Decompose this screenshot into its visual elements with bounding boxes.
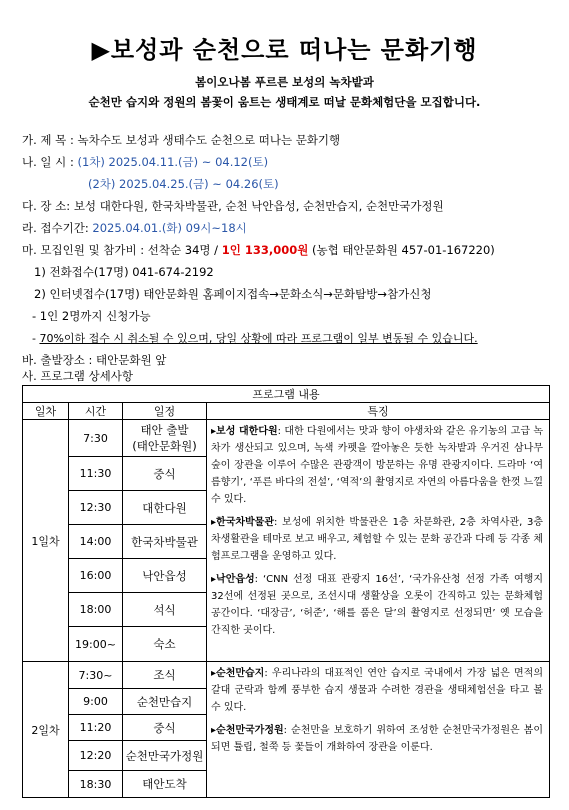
day1-schedule: 한국차박물관	[123, 525, 207, 559]
day1-time: 16:00	[69, 559, 123, 593]
day1-time: 7:30	[69, 420, 123, 457]
info-date-2	[88, 176, 279, 192]
table-caption: 프로그램 내용	[23, 386, 550, 403]
fee-account: (농협 태안문화원 457-01-167220)	[308, 243, 495, 257]
feature-item: ▸순천만국가정원: 순천만을 보호하기 위하여 조성한 순천만국가정원은 봄이 되면 튤립, 철쭉 등 꽃들이 개화하여 장관을 이룬다.	[211, 725, 543, 753]
depart-line-2: (태안문화원)	[132, 439, 197, 453]
day1-schedule: 낙안읍성	[123, 559, 207, 593]
day1-schedule: 중식	[123, 457, 207, 491]
notice-text: 이하 접수 시 취소될 수 있으며, 당일 상황에 따라 프로그램이 일부 변동될 수 있습니다.	[63, 332, 478, 345]
day2-time: 9:00	[69, 689, 123, 715]
info-internet: 2) 인터넷접수(17명) 태안문화원 홈페이지접속→문화소식→문화탐방→참가신청	[34, 287, 432, 301]
day2-schedule: 순천만습지	[123, 689, 207, 715]
notice-percent: 70%	[39, 332, 64, 345]
day1-time: 18:00	[69, 593, 123, 627]
day2-schedule: 조식	[123, 662, 207, 689]
date-first: (1차) 2025.04.11.(금) ~ 04.12(토)	[77, 155, 269, 169]
reg-label: 라. 접수기간:	[22, 221, 93, 235]
feature-item: ▸한국차박물관: 보성에 위치한 박물관은 1층 차문화관, 2층 차역사관, 3층 차생활관을 테마로 보고 배우고, 체험할 수 있는 문화 공간과 다례 등 각종 체험프로그램을 운영하고 있다.	[211, 517, 543, 562]
feature-text: : 순천만을 보호하기 위하여 조성한 순천만국가정원은 봄이 되면 튤립, 철쭉 등 꽃들이 개화하여 장관을 이룬다.	[211, 725, 543, 753]
subtitle-line-2: 순천만 습지와 정원의 봄꽃이 움트는 생태계로 떠날 문화체험단을 모집합니다.	[88, 95, 481, 109]
fee-price: 1인 133,000원	[221, 243, 309, 257]
info-departure: 바. 출발장소 : 태안문화원 앞	[22, 353, 167, 367]
feature-text: : 대한 다원에서는 맛과 향이 야생차와 같은 유기농의 고급 녹차가 생산되고 있으며, 녹색 카펫을 깔아놓은 듯한 녹차밭과 우거진 삼나무 숲이 장관을 이루어 수많은 관광객이 방문하는 유명 관광지이다. 드라마 ‘여름향기’, ‘푸른 바다의 전설’, ‘역적’의 촬영지로 자연의 아름다움을 한껏 느낄 수 있다.	[211, 426, 543, 505]
day1-schedule: 숙소	[123, 627, 207, 662]
day2-schedule: 태안도착	[123, 771, 207, 798]
header-features: 특징	[207, 403, 550, 420]
fee-label: 마. 모집인원 및 참가비 : 선착순 34명 /	[22, 243, 222, 257]
day1-time: 11:30	[69, 457, 123, 491]
header-schedule: 일정	[123, 403, 207, 420]
feature-text: : ‘CNN 선정 대표 관광지 16선’, ‘국가유산청 선정 가족 여행지 32선에 선정된 곳으로, 조선시대 생활상을 오롯이 간직하고 있는 문화체험 공간이다. ‘대장금’, ‘허준’, ‘해를 품은 달’의 촬영지로 선정되면’ 옛 모습을 간직한 곳이다.	[211, 574, 543, 636]
date-label: 나. 일 시 :	[22, 155, 78, 169]
day2-schedule: 순천만국가정원	[123, 741, 207, 771]
feature-name: 순천만국가정원	[216, 725, 284, 736]
feature-item: ▸순천만습지: 우리나라의 대표적인 연안 습지로 국내에서 가장 넓은 면적의 갈대 군락과 함께 풍부한 습지 생물과 수려한 경관을 생태체험선을 타고 볼 수 있다.	[211, 668, 543, 713]
subtitle-line-1: 봄이오나봄 푸르른 보성의 녹차밭과	[195, 75, 374, 89]
info-registration	[22, 220, 247, 236]
date-second: (2차) 2025.04.25.(금) ~ 04.26(토)	[88, 177, 279, 191]
day2-time: 12:20	[69, 741, 123, 771]
info-notice: - 70%이하 접수 시 취소될 수 있으며, 당일 상황에 따라 프로그램이 일부 변동될 수 있습니다.	[32, 332, 478, 345]
day2-schedule: 중식	[123, 715, 207, 741]
reg-period: 2025.04.01.(화) 09시~18시	[92, 221, 247, 235]
page-title: ▶보성과 순천으로 떠나는 문화기행	[91, 36, 478, 64]
feature-item: ▸낙안읍성: ‘CNN 선정 대표 관광지 16선’, ‘국가유산청 선정 가족 여행지 32선에 선정된 곳으로, 조선시대 생활상을 오롯이 간직하고 있는 문화체험 공간이다. ‘대장금’, ‘허준’, ‘해를 품은 달’의 촬영지로 선정되면’ 옛 모습을 간직한 곳이다.	[211, 574, 543, 636]
day1-time: 19:00~	[69, 627, 123, 662]
depart-line-1: 태안 출발	[140, 423, 189, 437]
day1-features	[207, 420, 550, 662]
program-table	[22, 385, 550, 798]
info-limit: - 1인 2명까지 신청가능	[32, 309, 151, 323]
feature-text: : 우리나라의 대표적인 연안 습지로 국내에서 가장 넓은 면적의 갈대 군락과 함께 풍부한 습지 생물과 수려한 경관을 생태체험선을 타고 볼 수 있다.	[211, 668, 543, 713]
day1-schedule: 석식	[123, 593, 207, 627]
header-day: 일차	[23, 403, 69, 420]
feature-name: 보성 대한다원	[216, 426, 278, 437]
day1-schedule	[123, 420, 207, 457]
info-title: 가. 제 목 : 녹차수도 보성과 생태수도 순천으로 떠나는 문화기행	[22, 133, 341, 147]
day1-time: 12:30	[69, 491, 123, 525]
info-phone: 1) 전화접수(17명) 041-674-2192	[34, 265, 214, 279]
day1-label: 1일차	[23, 420, 69, 662]
day1-schedule: 대한다원	[123, 491, 207, 525]
header-time: 시간	[69, 403, 123, 420]
info-date-1	[22, 154, 268, 170]
feature-name: 낙안읍성	[216, 574, 255, 585]
info-fee	[22, 242, 495, 258]
day2-time: 18:30	[69, 771, 123, 798]
feature-item: ▸보성 대한다원: 대한 다원에서는 맛과 향이 야생차와 같은 유기농의 고급 녹차가 생산되고 있으며, 녹색 카펫을 깔아놓은 듯한 녹차밭과 우거진 삼나무 숲이 장관을 이루어 수많은 관광객이 방문하는 유명 관광지이다. 드라마 ‘여름향기’, ‘푸른 바다의 전설’, ‘역적’의 촬영지로 자연의 아름다움을 한껏 느낄 수 있다.	[211, 426, 543, 505]
day2-time: 7:30~	[69, 662, 123, 689]
feature-name: 순천만습지	[216, 668, 265, 679]
day2-time: 11:20	[69, 715, 123, 741]
info-detail: 사. 프로그램 상세사항	[22, 369, 133, 383]
day2-label: 2일차	[23, 662, 69, 798]
day1-time: 14:00	[69, 525, 123, 559]
feature-name: 한국차박물관	[216, 517, 274, 528]
info-place: 다. 장 소: 보성 대한다원, 한국차박물관, 순천 낙안읍성, 순천만습지, 순천만국가정원	[22, 199, 444, 213]
feature-text: : 보성에 위치한 박물관은 1층 차문화관, 2층 차역사관, 3층 차생활관을 테마로 보고 배우고, 체험할 수 있는 문화 공간과 다례 등 각종 체험프로그램을 운영하고 있다.	[211, 517, 543, 562]
day2-features	[207, 662, 550, 798]
